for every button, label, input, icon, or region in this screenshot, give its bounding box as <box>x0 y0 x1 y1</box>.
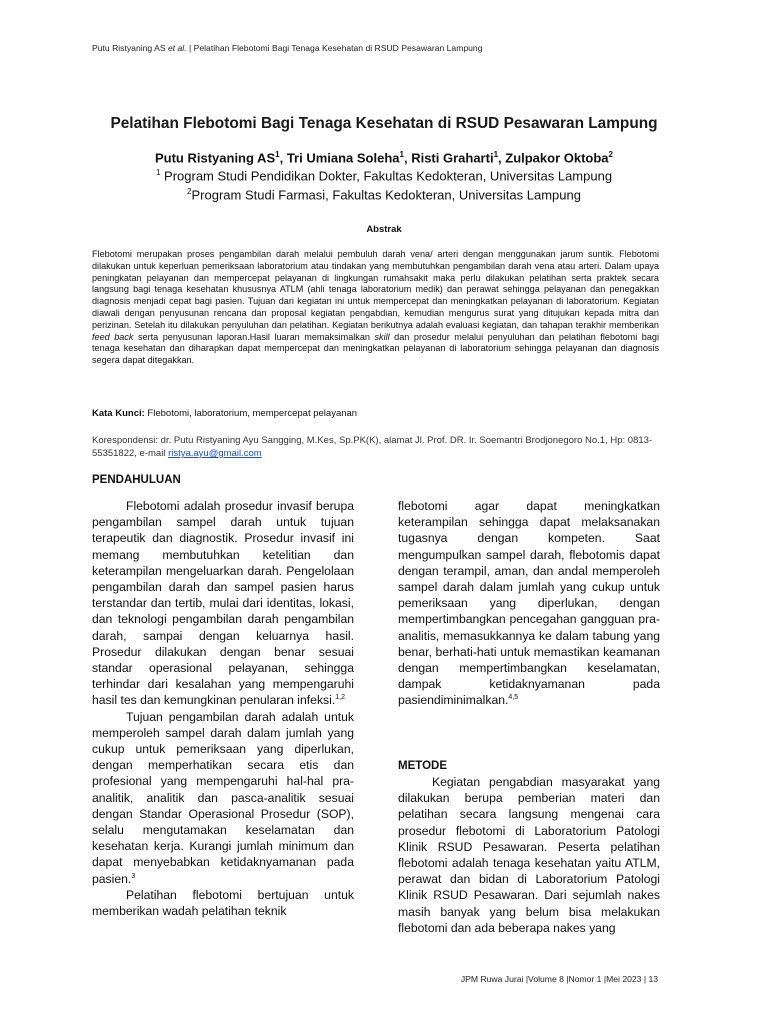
running-head-sep: | <box>186 43 194 53</box>
running-head-title: Pelatihan Flebotomi Bagi Tenaga Kesehatan di RSUD Pesawaran Lampung <box>193 43 483 53</box>
affiliation-2 <box>0 187 768 202</box>
paragraph <box>398 498 660 709</box>
citation: 1,2 <box>335 694 345 702</box>
paragraph <box>398 774 660 936</box>
paragraph <box>92 709 354 887</box>
author-list: Putu Ristyaning $AS^1$, Tri Umiana Soleha$^1$, Risti Graharti$^1$, Zulpakor Oktoba$^2$ <box>154 150 613 166</box>
running-head <box>92 43 483 53</box>
affiliation-1 <box>0 168 768 183</box>
correspondence-email-link[interactable]: ristya.ayu@gmail.com <box>168 448 262 459</box>
abstract-text-1: Flebotomi merupakan proses pengambilan darah melalui pembuluh darah vena/ arteri dengan menggunakan jarum suntik. Flebotomi dilakukan untuk keperluan pemeriksaan laboratorium atau tindakan yang membutuhkan pengambilan darah vena atau arteri. Dalam upaya peningkatan pelayanan dan mempercepat pelayanan di lingkungan rumahsakit maka perlu dilakukan pelatihan serta praktek secara langsung bagi tenaga kesehatan khususnya ATLM (ahli tenaga laboratorium medik) dan perawat sehingga pelayanan dan penegakkan diagnosis menjadi cepat bagi pasien. Tujuan dari kegiatan ini untuk mempercepat dan meningkatkan pelayanan di laboratorium. Kegiatan diawali dengan penyusunan rencana dan proposal kegiatan pengabdian, kemudian mengurus surat yang ditujukan kepada mitra dan perizinan. Setelah itu dilakukan penyuluhan dan pelatihan. Kegiatan berikutnya adalah evaluasi kegiatan, dan tahapan terakhir memberikan <box>92 249 659 330</box>
author-name: Tri Umiana Soleha <box>286 150 400 166</box>
affiliation-number: 2 <box>187 187 192 196</box>
running-head-authors: Putu Ristyaning AS <box>92 43 166 53</box>
paragraph <box>92 887 354 919</box>
keywords <box>92 408 357 419</box>
abstract-emphasis-skill: skill <box>374 331 390 342</box>
right-column-methods <box>398 774 660 936</box>
right-column <box>398 498 660 709</box>
affiliation-text: Program Studi Farmasi, Fakultas Kedokteran, Universitas Lampung <box>191 187 581 203</box>
author-name: Putu Ristyaning AS <box>154 150 276 166</box>
section-heading-metode: METODE <box>398 760 447 772</box>
abstract-text-3: dan prosedur melalui penyuluhan dan pelatihan flebotomi bagi tenaga kesehatan dan diharapkan dapat mempercepat dan meningkatkan pelayanan di laboratorium sehingga pelayanan dan diagnosis segera dapat ditegakkan. <box>92 331 659 366</box>
article-title: Pelatihan Flebotomi Bagi Tenaga Kesehatan di RSUD Pesawaran Lampung <box>110 115 658 132</box>
paragraph <box>92 498 354 709</box>
paragraph-text: Pelatihan flebotomi bertujuan untuk memberikan wadah pelatihan teknik <box>92 887 354 919</box>
abstract-body <box>92 249 659 367</box>
correspondence <box>92 434 672 460</box>
author-affiliation-mark: 1 <box>399 150 404 159</box>
keywords-text: Flebotomi, laboratorium, mempercepat pelayanan <box>144 408 358 419</box>
left-column <box>92 498 354 919</box>
paragraph-text: flebotomi agar dapat meningkatkan keterampilan sehingga dapat melaksanakan tugasnya dengan kompeten. Saat mengumpulkan sampel darah, flebotomis dapat dengan terampil, aman, dan andal memperoleh sampel darah dalam jumlah yang cukup untuk pemeriksaan yang diperlukan, dengan mempertimbangkan pencegahan gangguan pra-analitis, memasukkannya ke dalam tabung yang benar, berhati-hati untuk memastikan keamanan dengan mempertimbangkan keselamatan, dampak ketidaknyamanan pada pasiendiminimalkan. <box>398 499 660 708</box>
running-head-etal: et al. <box>167 43 187 53</box>
citation: 4,5 <box>508 694 519 702</box>
author-affiliation-mark: 1 <box>493 150 499 159</box>
paragraph-text: Tujuan pengambilan darah adalah untuk memperoleh sampel darah dalam jumlah yang cukup untuk pemeriksaan yang diperlukan, dengan memperhatikan secara etis dan profesional yang mempengaruhi hal-hal pra-analitik, analitik dan pasca-analitik sesuai dengan Standar Operasional Prosedur (SOP), selalu mengutamakan keselamatan dan kesehatan kerja. Kurangi jumlah minimum dan dapat menyebabkan ketidaknyamanan pada pasien. <box>92 709 354 886</box>
affiliation-number: 1 <box>155 168 161 177</box>
paragraph-text: Flebotomi adalah prosedur invasif berupa pengambilan sampel darah untuk tujuan terapeutik dan diagnostik. Prosedur invasif ini memang membutuhkan ketelitian dan keterampilan mengeluarkan darah. Pengelolaan pengambilan darah dan sampel pasien harus terstandar dan tertib, mulai dari identitas, lokasi, dan teknologi pengambilan darah pengambilan darah, sampai dengan keluarnya hasil. Prosedur dilakukan dengan benar sesuai standar operasional pelayanan, sehingga terhindar dari kesalahan yang mempengaruhi hasil tes dan kemungkinan penularan infeksi. <box>92 499 354 708</box>
author-name: Zulpakor Oktoba <box>505 150 609 166</box>
keywords-label: Kata Kunci: <box>92 408 145 419</box>
abstract-heading: Abstrak <box>366 224 402 235</box>
author-name: Risti Graharti <box>411 150 494 166</box>
correspondence-text: Korespondensi: dr. Putu Ristyaning Ayu Sangging, M.Kes, Sp.PK(K), alamat Jl. Prof. DR. Ir. Soemantri Brodjonegoro No.1, Hp: 0813-55351822, e-mail <box>92 435 653 459</box>
page-footer: JPM Ruwa Jurai |Volume 8 |Nomor 1 |Mei 2023 | 13 <box>460 974 658 984</box>
author-affiliation-mark: 1 <box>275 150 280 159</box>
abstract-emphasis-feedback: feed back <box>92 331 134 342</box>
affiliation-text: Program Studi Pendidikan Dokter, Fakultas Kedokteran, Universitas Lampung <box>164 168 613 184</box>
paragraph-text: Kegiatan pengabdian masyarakat yang dilakukan berupa pemberian materi dan pelatihan secara langsung mengenai cara prosedur flebotomi di Laboratorium Patologi Klinik RSUD Pesawaran. Peserta pelatihan flebotomi adalah tenaga kesehatan yaitu ATLM, perawat dan bidan di Laboratorium Patologi Klinik RSUD Pesawaran. Dari sejumlah nakes masih banyak yang belum bisa melakukan flebotomi dan ada beberapa nakes yang <box>398 775 660 935</box>
citation: 3 <box>131 872 136 880</box>
abstract-text-2: serta penyusunan laporan.Hasil luaran memaksimalkan <box>133 331 375 342</box>
author-affiliation-mark: 2 <box>608 150 613 159</box>
section-heading-pendahuluan: PENDAHULUAN <box>92 474 181 486</box>
